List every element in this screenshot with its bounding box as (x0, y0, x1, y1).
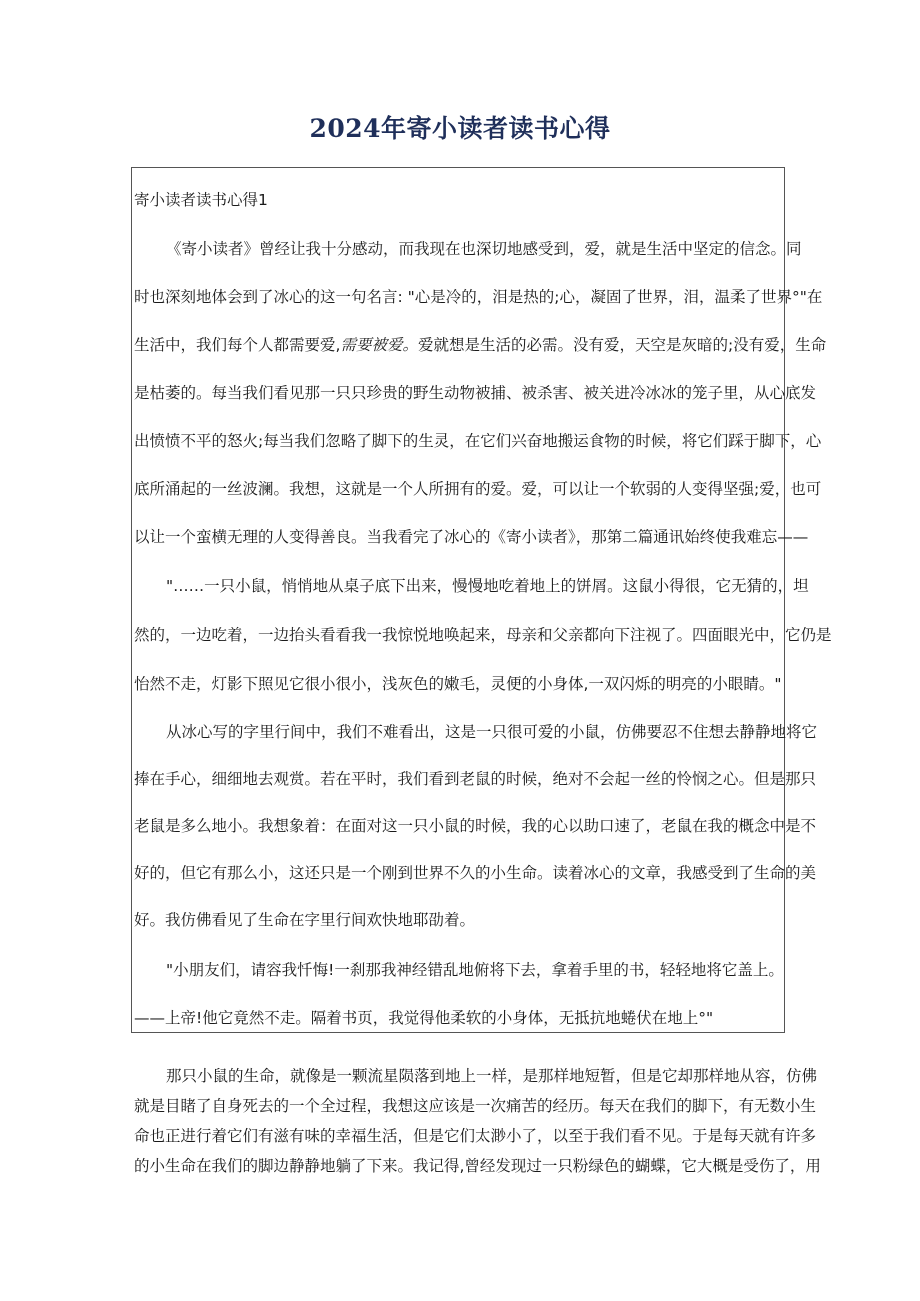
box-paragraph-line: 底所涌起的一丝波澜。我想，这就是一个人所拥有的爱。爱，可以让一个软弱的人变得坚强;爱，也可 (134, 480, 822, 498)
box-paragraph-line: 好。我仿佛看见了生命在字里行间欢快地耶劭着。 (134, 911, 476, 929)
line-prefix: 生活中， (134, 336, 197, 354)
body-paragraph-line: 就是目睹了自身死去的一个全过程，我想这应该是一次痛苦的经历。每天在我们的脚下，有无数小生 (134, 1097, 817, 1115)
box-paragraph-line: 好的，但它有那么小，这还只是一个刚到世界不久的小生命。读着冰心的文章，我感受到了生命的美 (134, 864, 817, 882)
body-paragraph-line: 那只小鼠的生命，就像是一颗流星陨落到地上一样，是那样地短暂，但是它却那样地从容，仿佛 (166, 1067, 818, 1085)
box-quote-line: 然的，一边吃着，一边抬头看看我一我惊悦地唤起来，母亲和父亲都向下注视了。四面眼光中，它仍是 (134, 626, 832, 644)
box-paragraph-line-mixed (134, 329, 827, 361)
body-paragraph-line: 命也正进行着它们有滋有味的幸福生活，但是它们太渺小了，以至于我们看不见。于是每天就有许多 (134, 1127, 817, 1145)
body-paragraph-line: 的小生命在我们的脚边静静地躺了下来。我记得,曾经发现过一只粉绿色的蝴蝶，它大概是受伤了，用 (134, 1157, 821, 1175)
box-quote-line: 怡然不走，灯影下照见它很小很小，浅灰色的嫩毛，灵便的小身体,一双闪烁的明亮的小眼睛。" (134, 675, 782, 693)
box-quote-line: ——上帝!他它竟然不走。隔着书页，我觉得他柔软的小身体，无抵抗地蜷伏在地上°" (134, 1009, 714, 1027)
line-segment: 我们每个人都需要爱, (196, 336, 341, 354)
box-paragraph-line: 时也深刻地体会到了冰心的这一句名言: "心是冷的，泪是热的;心，凝固了世界，泪，温柔了世界°"在 (134, 288, 823, 306)
box-quote-line: "……一只小鼠，悄悄地从桌子底下出来，慢慢地吃着地上的饼屑。这鼠小得很，它无猜的，坦 (166, 577, 809, 595)
box-paragraph-line: 捧在手心，细细地去观赏。若在平时，我们看到老鼠的时候，绝对不会起一丝的怜悯之心。但是那只 (134, 770, 817, 788)
box-quote-line: "小朋友们，请容我忏悔!一刹那我神经错乱地俯将下去，拿着手里的书，轻轻地将它盖上。 (166, 961, 784, 979)
document-title: 2024年寄小读者读书心得 (309, 114, 611, 143)
box-paragraph-line: 《寄小读者》曾经让我十分感动，而我现在也深切地感受到，爱，就是生活中坚定的信念。同 (166, 240, 802, 258)
box-paragraph-line: 是枯萎的。每当我们看见那一只只珍贵的野生动物被捕、被杀害、被关进冷冰冰的笼子里，从心底发 (134, 384, 817, 402)
italic-phrase: 需要被爱。 (340, 336, 418, 354)
line-segment: 爱就想是生活的必需。没有爱，天空是灰暗的;没有爱，生命 (417, 336, 827, 354)
box-paragraph-line: 老鼠是多么地小。我想象着：在面对这一只小鼠的时候，我的心以助口速了，老鼠在我的概念中是不 (134, 817, 817, 835)
box-paragraph-line: 从冰心写的字里行间中，我们不难看出，这是一只很可爱的小鼠，仿佛要忍不住想去静静地将它 (166, 723, 818, 741)
box-paragraph-line: 以让一个蛮横无理的人变得善良。当我看完了冰心的《寄小读者》，那第二篇通讯始终使我难忘—— (134, 528, 809, 546)
box-heading: 寄小读者读书心得1 (134, 191, 268, 209)
box-paragraph-line: 出愤愤不平的怒火;每当我们忽略了脚下的生灵，在它们兴奋地搬运食物的时候，将它们踩于脚下，心 (134, 432, 822, 450)
